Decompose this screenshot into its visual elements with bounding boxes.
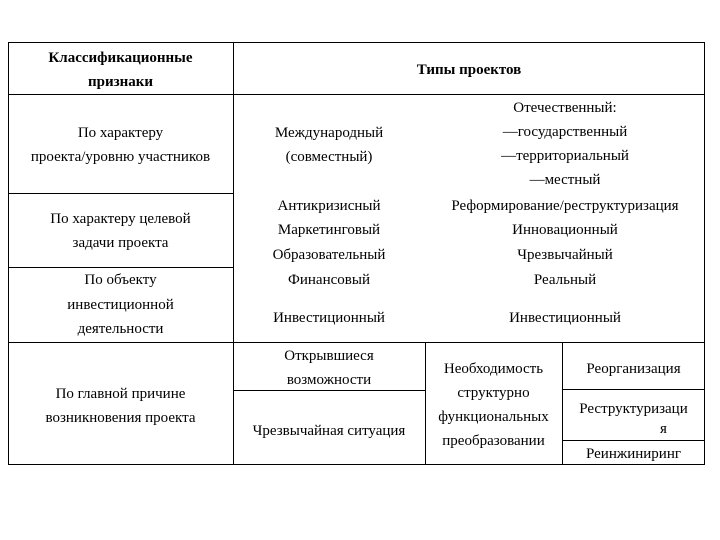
criterion-target-line1: По характеру целевой [50,211,191,227]
criterion-cause-line2: возникновения проекта [45,410,196,426]
type-anticrisis: Антикризисный [277,198,381,214]
type-opportunities-line2: возможности [286,372,372,388]
type-reorganization: Реорганизация [586,361,681,377]
header-criteria-line1: Классификационные [48,50,193,66]
type-necessity-line4: преобразовании [442,433,545,449]
header-divider [8,94,705,95]
type-domestic-line1: Отечественный: [513,100,617,116]
criterion-object-line1: По объекту [84,272,157,288]
type-restructuring-line2: я [660,421,667,437]
type-restructuring-line1: Реструктуризаци [579,401,688,417]
restructuring-top-divider [562,389,705,390]
type-emergency: Чрезвычайная ситуация [252,423,406,439]
type-reform: Реформирование/реструктуризация [451,198,679,214]
type-innovative: Инновационный [512,222,618,238]
type-investment-a: Инвестиционный [273,310,385,326]
criterion-participants-line1: По характеру [77,125,164,141]
type-educational: Образовательный [272,247,386,263]
type-marketing: Маркетинговый [277,222,381,238]
header-criteria-line2: признаки [87,74,154,90]
type-extraordinary: Чрезвычайный [517,247,613,263]
type-domestic-line4: —местный [529,172,601,188]
criterion-cause-line1: По главной причине [55,386,186,402]
type-financial: Финансовый [288,272,370,288]
row-divider-3 [8,342,705,343]
type-real: Реальный [533,272,597,288]
type-international-line2: (совместный) [285,149,373,165]
criterion-object-line3: деятельности [77,321,164,337]
type-necessity-line2: структурно [457,385,530,401]
type-international-line1: Международный [274,125,384,141]
type-opportunities-line1: Открывшиеся [284,348,374,364]
type-domestic-line2: —государственный [502,124,628,140]
type-reengineering: Реинжиниринг [585,446,681,462]
header-project-types: Типы проектов [416,62,522,78]
criterion-target-line2: задачи проекта [72,235,169,251]
criterion-participants-line2: проекта/уровню участников [30,149,211,165]
type-necessity-line3: функциональных [438,409,549,425]
type-domestic-line3: —территориальный [501,148,629,164]
criterion-divider-1 [8,193,233,194]
type-investment-b: Инвестиционный [509,310,621,326]
criterion-object-line2: инвестиционной [67,297,174,313]
type-necessity-line1: Необходимость [443,361,544,377]
